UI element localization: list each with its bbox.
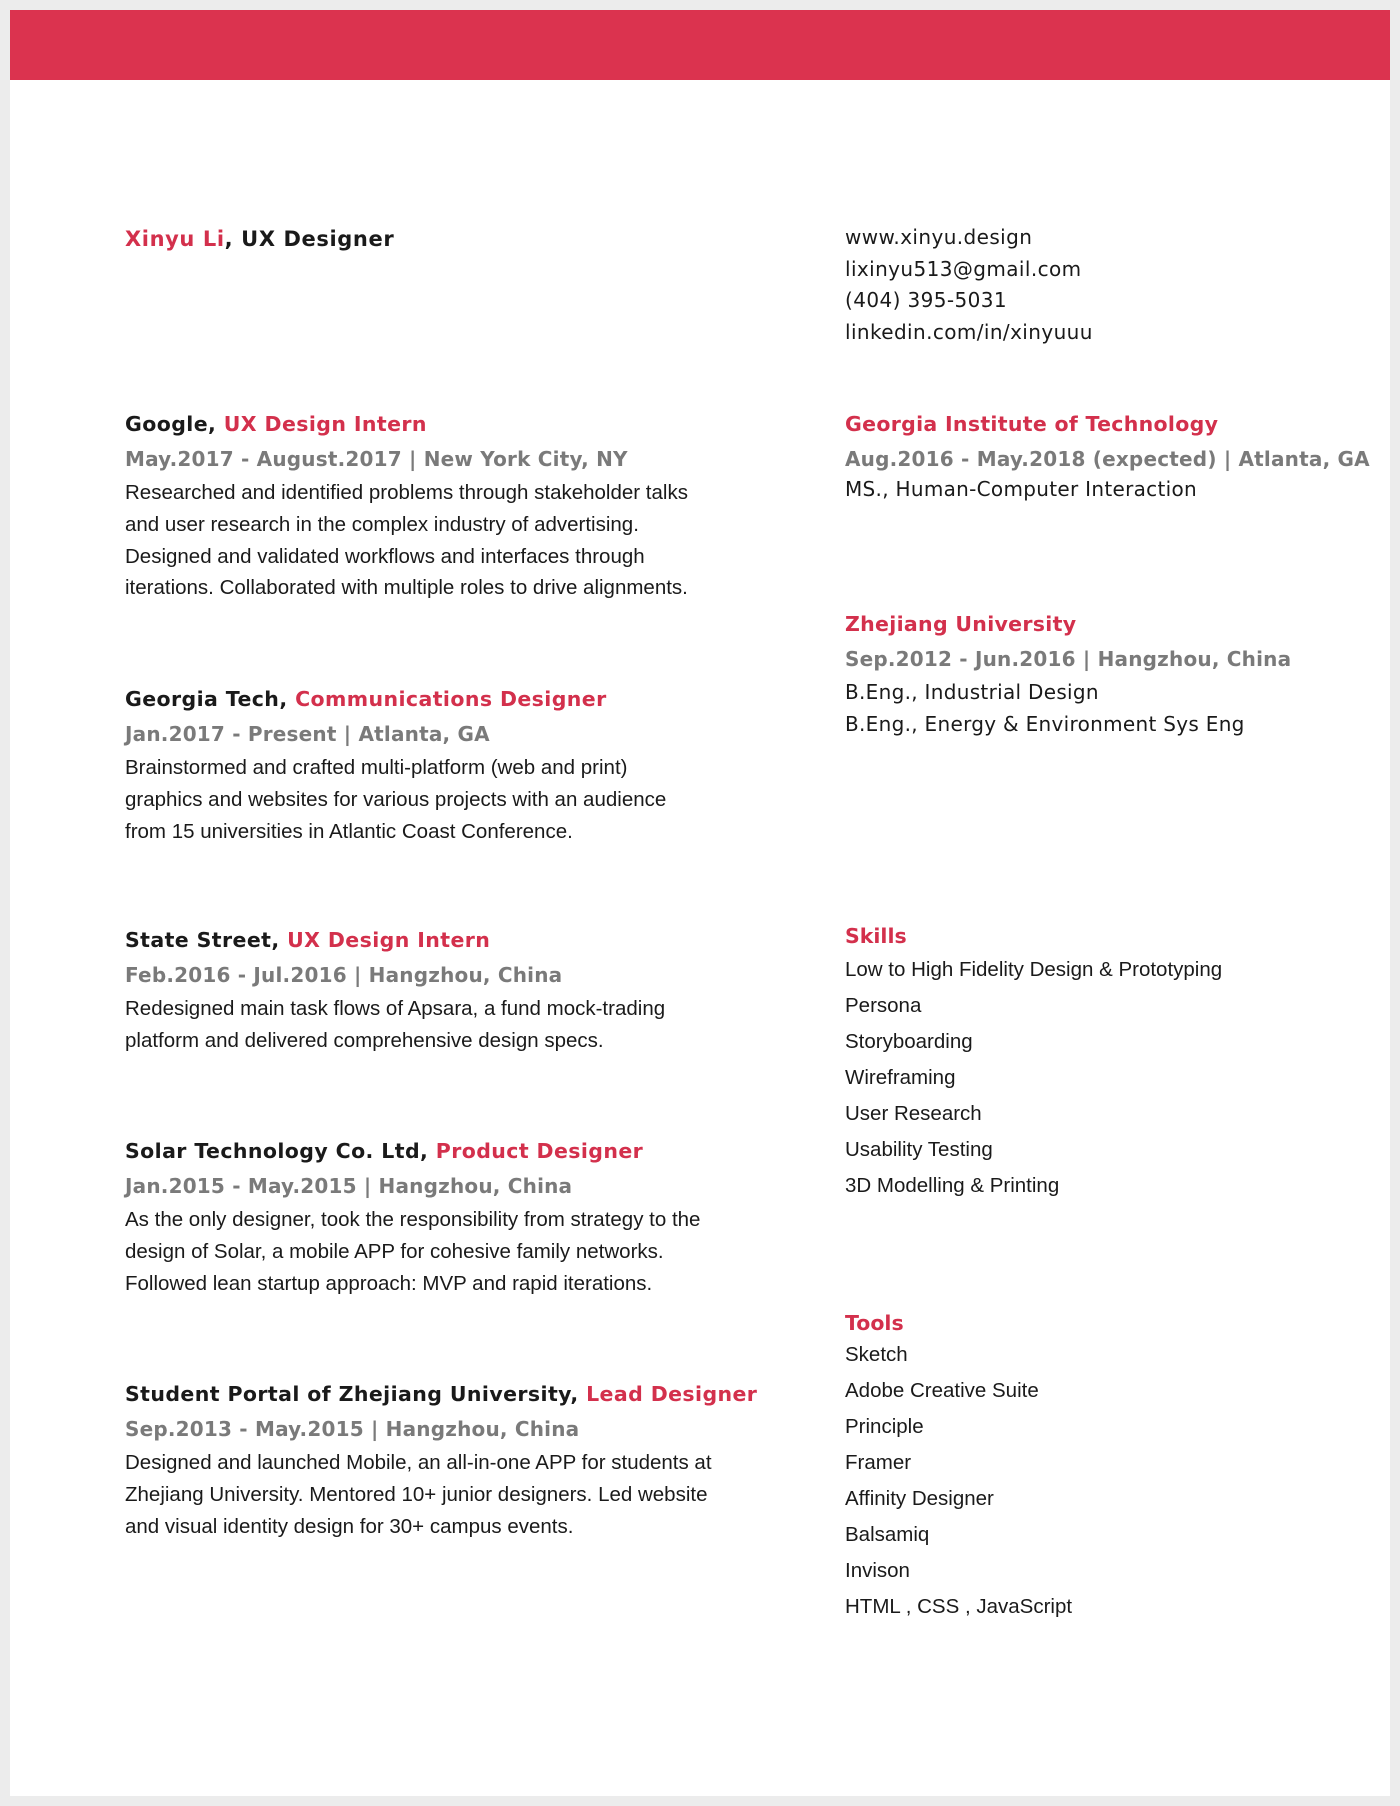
list-item: Adobe Creative Suite — [845, 1379, 1039, 1402]
contact-block — [845, 222, 1385, 348]
degree: B.Eng., Industrial Design — [845, 680, 1099, 704]
list-item: Affinity Designer — [845, 1487, 994, 1510]
experience-item — [125, 926, 765, 1057]
education-item — [845, 610, 1385, 740]
company: Student Portal of Zhejiang University — [125, 1382, 571, 1406]
list-item: Framer — [845, 1451, 912, 1474]
education-meta: Sep.2012 - Jun.2016 | Hangzhou, China — [845, 647, 1292, 671]
phone-number: (404) 395-5031 — [845, 288, 1008, 312]
candidate-name: Xinyu Li — [125, 227, 225, 251]
experience-item — [125, 1137, 765, 1299]
job-meta: Feb.2016 - Jul.2016 | Hangzhou, China — [125, 963, 563, 987]
job-meta: May.2017 - August.2017 | New York City, NY — [125, 447, 628, 471]
tools-title: Tools — [845, 1311, 904, 1335]
job-description: Researched and identified problems through stakeholder talks and user research in the complex industry of advertising. Designed and validated workflows and interfaces through iterations. Collaborated with multiple roles to drive alignments. — [125, 481, 688, 600]
tools-section — [845, 1309, 1385, 1625]
email-link[interactable]: lixinyu513@gmail.com — [845, 256, 1082, 281]
education-item — [845, 410, 1385, 506]
job-description: As the only designer, took the responsibility from strategy to the design of Solar, a mobile APP for cohesive family networks. Followed lean startup approach: MVP and rapid iterations. — [125, 1208, 701, 1295]
school-name: Zhejiang University — [845, 612, 1077, 636]
tools-list — [845, 1337, 1385, 1625]
candidate-title: UX Designer — [241, 227, 395, 251]
company: State Street — [125, 928, 272, 952]
job-description: Designed and launched Mobile, an all-in-one APP for students at Zhejiang University. Mentored 10+ junior designers. Led website and visual identity design for 30+ campus events. — [125, 1451, 712, 1538]
role: Lead Designer — [586, 1382, 758, 1406]
resume-page — [10, 10, 1390, 1796]
skills-section — [845, 922, 1385, 1204]
role: Product Designer — [435, 1139, 644, 1163]
job-description: Redesigned main task flows of Apsara, a fund mock-trading platform and delivered comprehensive design specs. — [125, 997, 666, 1052]
job-heading: Solar Technology Co. Ltd, Product Designer — [125, 1139, 644, 1163]
company: Solar Technology Co. Ltd — [125, 1139, 421, 1163]
list-item: Principle — [845, 1415, 924, 1438]
degree: MS., Human-Computer Interaction — [845, 477, 1197, 501]
experience-item — [125, 410, 765, 604]
list-item: Storyboarding — [845, 1030, 973, 1053]
job-meta: Jan.2015 - May.2015 | Hangzhou, China — [125, 1174, 573, 1198]
job-heading: Georgia Tech, Communications Designer — [125, 687, 607, 711]
name-title: Xinyu Li, UX Designer — [125, 227, 395, 251]
role: UX Design Intern — [223, 412, 427, 436]
linkedin-link[interactable]: linkedin.com/in/xinyuuu — [845, 319, 1093, 344]
list-item: Balsamiq — [845, 1523, 930, 1546]
job-heading: Student Portal of Zhejiang University, Lead Designer — [125, 1382, 758, 1406]
job-heading: State Street, UX Design Intern — [125, 928, 491, 952]
list-item: User Research — [845, 1102, 982, 1125]
education-meta: Aug.2016 - May.2018 (expected) | Atlanta, GA — [845, 447, 1370, 471]
job-meta: Jan.2017 - Present | Atlanta, GA — [125, 722, 490, 746]
skills-title: Skills — [845, 924, 907, 948]
role: Communications Designer — [295, 687, 607, 711]
job-meta: Sep.2013 - May.2015 | Hangzhou, China — [125, 1417, 580, 1441]
list-item: 3D Modelling & Printing — [845, 1174, 1060, 1197]
list-item: Persona — [845, 994, 922, 1017]
experience-item — [125, 685, 765, 847]
list-item: Wireframing — [845, 1066, 956, 1089]
list-item: Sketch — [845, 1343, 908, 1366]
top-accent-bar — [10, 10, 1390, 80]
role: UX Design Intern — [287, 928, 491, 952]
experience-item — [125, 1380, 765, 1542]
job-description: Brainstormed and crafted multi-platform (web and print) graphics and websites for various projects with an audience from 15 universities in Atlantic Coast Conference. — [125, 756, 667, 843]
school-name: Georgia Institute of Technology — [845, 412, 1219, 436]
list-item: Usability Testing — [845, 1138, 993, 1161]
list-item: HTML , CSS , JavaScript — [845, 1595, 1073, 1618]
list-item: Invison — [845, 1559, 910, 1582]
company: Georgia Tech — [125, 687, 280, 711]
job-heading: Google, UX Design Intern — [125, 412, 427, 436]
degree: B.Eng., Energy & Environment Sys Eng — [845, 711, 1245, 736]
company: Google — [125, 412, 208, 436]
website-link[interactable]: www.xinyu.design — [845, 225, 1033, 249]
skills-list — [845, 952, 1385, 1204]
list-item: Low to High Fidelity Design & Prototyping — [845, 958, 1223, 981]
